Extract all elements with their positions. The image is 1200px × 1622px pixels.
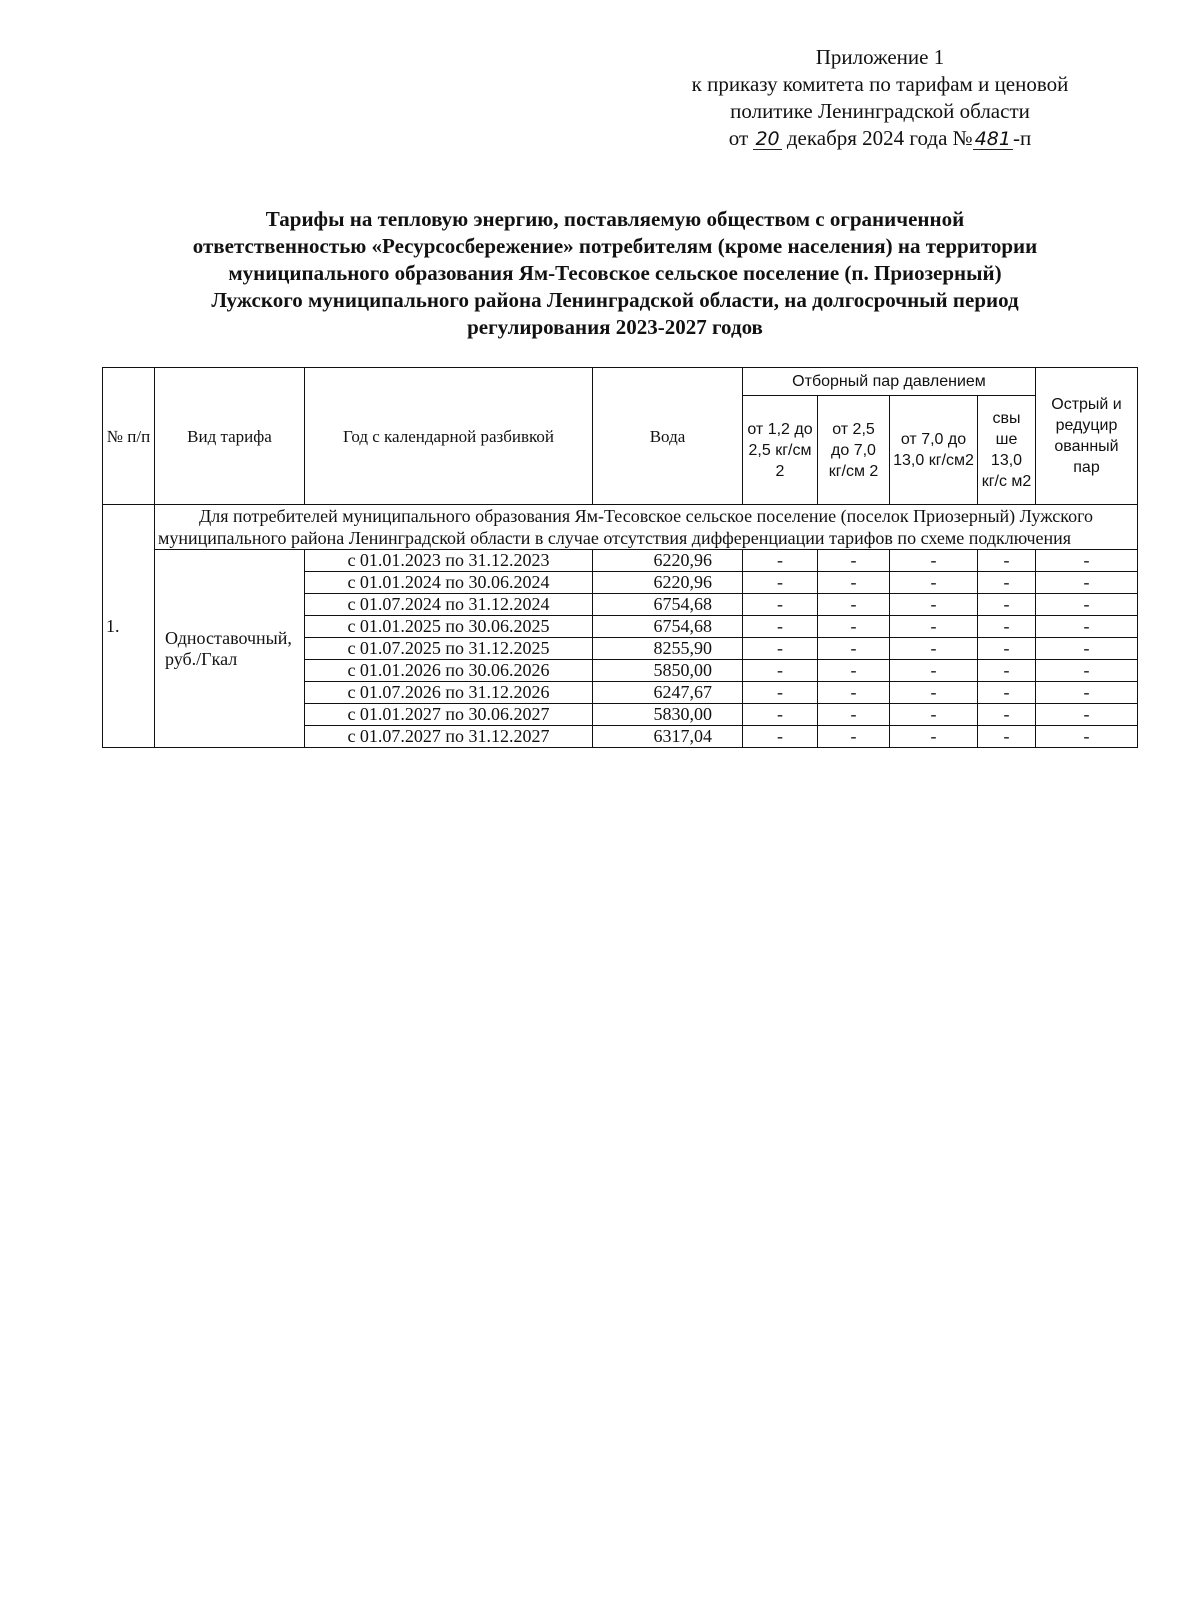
period-cell: с 01.01.2026 по 30.06.2026 — [305, 660, 593, 682]
water-value-cell: 6754,68 — [593, 594, 743, 616]
period-cell: с 01.07.2025 по 31.12.2025 — [305, 638, 593, 660]
water-value-cell: 6220,96 — [593, 572, 743, 594]
appendix-committee-line: политике Ленинградской области — [730, 99, 1030, 123]
dash-cell: - — [1036, 660, 1138, 682]
appendix-title: Приложение 1 — [815, 45, 945, 69]
title-line: муниципального образования Ям-Тесовское сельское поселение (п. Приозерный) — [228, 261, 1002, 285]
period-cell: с 01.07.2027 по 31.12.2027 — [305, 726, 593, 748]
tariff-kind: Одноставочный, руб./Гкал — [155, 550, 305, 748]
header-period: Год с календарной разбивкой — [305, 368, 593, 505]
dash-cell: - — [818, 594, 890, 616]
appendix-header — [640, 44, 1120, 152]
water-value-cell: 5830,00 — [593, 704, 743, 726]
dash-cell: - — [890, 704, 978, 726]
dash-cell: - — [1036, 594, 1138, 616]
dash-cell: - — [890, 594, 978, 616]
dash-cell: - — [978, 660, 1036, 682]
appendix-date-line — [640, 125, 1120, 152]
dash-cell: - — [1036, 682, 1138, 704]
water-value-cell: 5850,00 — [593, 660, 743, 682]
dash-cell: - — [818, 550, 890, 572]
dash-cell: - — [818, 616, 890, 638]
title-line: Лужского муниципального района Ленинградской области, на долгосрочный период — [211, 288, 1019, 312]
dash-cell: - — [890, 638, 978, 660]
water-value-cell: 6247,67 — [593, 682, 743, 704]
header-pressure-2: от 2,5 до 7,0 кг/см 2 — [818, 396, 890, 505]
dash-cell: - — [818, 638, 890, 660]
dash-cell: - — [1036, 704, 1138, 726]
title-line: ответственностью «Ресурсосбережение» потребителям (кроме населения) на территории — [192, 234, 1038, 258]
header-num: № п/п — [103, 368, 155, 505]
dash-cell: - — [1036, 638, 1138, 660]
dash-cell: - — [978, 682, 1036, 704]
period-cell: с 01.07.2026 по 31.12.2026 — [305, 682, 593, 704]
dash-cell: - — [1036, 550, 1138, 572]
dash-cell: - — [1036, 572, 1138, 594]
dash-cell: - — [743, 660, 818, 682]
dash-cell: - — [743, 572, 818, 594]
dash-cell: - — [1036, 616, 1138, 638]
dash-cell: - — [978, 594, 1036, 616]
dash-cell: - — [1036, 726, 1138, 748]
period-cell: с 01.01.2025 по 30.06.2025 — [305, 616, 593, 638]
tariff-table — [102, 367, 1138, 748]
date-prefix: от — [728, 126, 749, 150]
dash-cell: - — [978, 550, 1036, 572]
dash-cell: - — [978, 704, 1036, 726]
header-water: Вода — [593, 368, 743, 505]
appendix-order-line: к приказу комитета по тарифам и ценовой — [691, 72, 1069, 96]
water-value-cell: 8255,90 — [593, 638, 743, 660]
handwritten-order-number: 481 — [974, 128, 1011, 150]
order-suffix: -п — [1012, 126, 1032, 150]
dash-cell: - — [818, 660, 890, 682]
header-pressure-1: от 1,2 до 2,5 кг/см 2 — [743, 396, 818, 505]
consumer-group-description: Для потребителей муниципального образования Ям-Тесовское сельское поселение (поселок Приозерный) Лужского муниципального района Ленинградской области в случае отсутствия дифференциации тарифов по схеме подключения — [155, 505, 1138, 550]
dash-cell: - — [890, 660, 978, 682]
dash-cell: - — [890, 572, 978, 594]
dash-cell: - — [890, 550, 978, 572]
dash-cell: - — [743, 682, 818, 704]
water-value-cell: 6220,96 — [593, 550, 743, 572]
dash-cell: - — [743, 594, 818, 616]
water-value-cell: 6754,68 — [593, 616, 743, 638]
period-cell: с 01.01.2024 по 30.06.2024 — [305, 572, 593, 594]
period-cell: с 01.01.2023 по 31.12.2023 — [305, 550, 593, 572]
dash-cell: - — [743, 550, 818, 572]
dash-cell: - — [743, 616, 818, 638]
dash-cell: - — [978, 638, 1036, 660]
dash-cell: - — [978, 572, 1036, 594]
header-tariff-kind: Вид тарифа — [155, 368, 305, 505]
table-row — [103, 550, 1138, 572]
dash-cell: - — [818, 704, 890, 726]
dash-cell: - — [743, 704, 818, 726]
title-line: регулирования 2023-2027 годов — [467, 315, 763, 339]
dash-cell: - — [743, 638, 818, 660]
dash-cell: - — [890, 616, 978, 638]
header-steam-group: Отборный пар давлением — [743, 368, 1036, 396]
date-rest: декабря 2024 года № — [786, 126, 973, 150]
document-title — [95, 206, 1135, 341]
row-number: 1. — [103, 505, 155, 748]
dash-cell: - — [818, 682, 890, 704]
dash-cell: - — [890, 726, 978, 748]
period-cell: с 01.01.2027 по 30.06.2027 — [305, 704, 593, 726]
dash-cell: - — [818, 726, 890, 748]
dash-cell: - — [978, 726, 1036, 748]
header-pressure-4: свы ше 13,0 кг/с м2 — [978, 396, 1036, 505]
dash-cell: - — [743, 726, 818, 748]
title-line: Тарифы на тепловую энергию, поставляемую обществом с ограниченной — [265, 207, 965, 231]
dash-cell: - — [978, 616, 1036, 638]
dash-cell: - — [818, 572, 890, 594]
water-value-cell: 6317,04 — [593, 726, 743, 748]
header-pressure-3: от 7,0 до 13,0 кг/см2 — [890, 396, 978, 505]
period-cell: с 01.07.2024 по 31.12.2024 — [305, 594, 593, 616]
header-sharp-steam: Острый и редуцир ованный пар — [1036, 368, 1138, 505]
handwritten-day: 20 — [755, 128, 780, 150]
dash-cell: - — [890, 682, 978, 704]
